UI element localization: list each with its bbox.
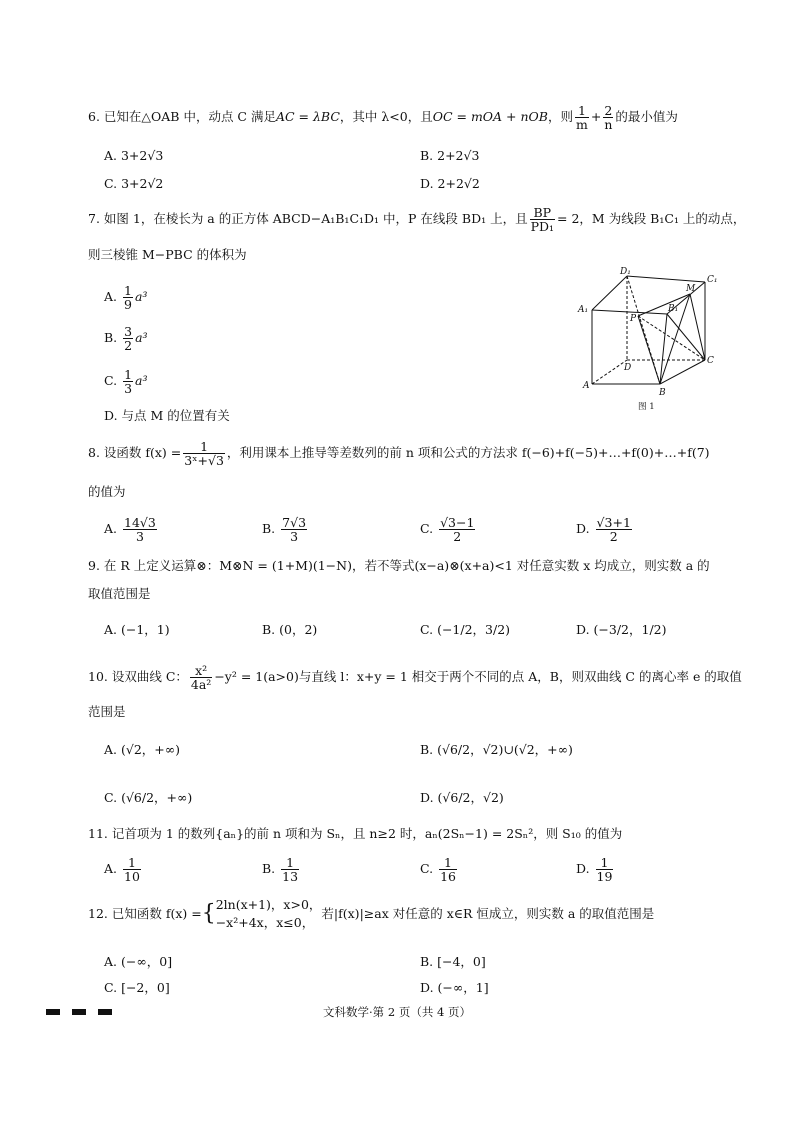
q10-option-c: C. (√6/2，+∞) (104, 790, 193, 805)
question-12: 12. 已知函数 f(x) ={ 2ln(x+1)，x>0， −x²+4x，x≤0， 若|f(x)|≥ax 对任意的 x∈R 恒成立，则实数 a 的取值范围是 (88, 897, 655, 930)
label-a: A (583, 381, 590, 391)
q6-option-c: C. 3+2√2 (104, 176, 164, 191)
question-9: 9. 在 R 上定义运算⊗：M⊗N = (1+M)(1−N)，若不等式(x−a)⊗(x+a)<1 对任意实数 x 均成立，则实数 a 的 (88, 558, 710, 573)
label-m: M (686, 284, 696, 294)
q6-option-b: B. 2+2√3 (420, 148, 480, 163)
piecewise-cases: 2ln(x+1)，x>0， −x²+4x，x≤0， (215, 897, 322, 930)
q8-option-d: D. $\frac{√3+1}{2}$ (576, 515, 631, 544)
fraction-f-def: $\frac{1}{\text{3ˣ+√3}}$ (184, 439, 224, 468)
q6-option-a: A. 3+2√3 (104, 148, 164, 163)
question-6: 6. 已知在△OAB 中，动点 C 满足AC = λBC，其中 λ<0，且OC = mOA + nOB，则 $\frac{1}{m}$ + $\frac{2}{n}$ 的最小值为 (88, 103, 678, 132)
segment-pb (638, 316, 660, 384)
fraction-1-over-m: $\frac{1}{m}$ (576, 103, 588, 132)
edge-d1-c1 (627, 276, 705, 282)
q9-option-a: A. (−1，1) (104, 622, 170, 637)
question-10-line-2: 范围是 (88, 704, 126, 719)
segment-pc (638, 316, 705, 360)
q7-option-a: A. $\frac{1}{9}$ a³ (104, 283, 148, 312)
label-a1: A₁ (578, 305, 589, 315)
q12-option-a: A. (−∞，0] (104, 954, 173, 969)
question-10: 10. 设双曲线 C： $\frac{\text{x²}}{\text{4a²}}$ −y² = 1(a>0)与直线 l：x+y = 1 相交于两个不同的点 A，B，则双曲线 C 的离心率 e 的取值 (88, 663, 742, 692)
q9-option-b: B. (0，2) (262, 622, 318, 637)
segment-mc (690, 294, 705, 360)
fraction-2-over-n: $\frac{2}{n}$ (604, 103, 613, 132)
q7-option-c: C. $\frac{1}{3}$ a³ (104, 367, 148, 396)
label-b1: B₁ (668, 304, 679, 314)
question-9-line-2: 取值范围是 (88, 586, 151, 601)
q10-option-b: B. (√6/2，√2)∪(√2，+∞) (420, 742, 573, 757)
q11-option-b: B. $\frac{1}{13}$ (262, 855, 299, 884)
q11-option-d: D. $\frac{1}{19}$ (576, 855, 613, 884)
cube-figure (572, 266, 722, 416)
q9-option-d: D. (−3/2，1/2) (576, 622, 667, 637)
label-d1: D₁ (620, 267, 631, 277)
q8-option-a: A. $\frac{14√3}{3}$ (104, 515, 156, 544)
question-8: 8. 设函数 f(x) = $\frac{1}{\text{3ˣ+√3}}$ ，利用课本上推导等差数列的前 n 项和公式的方法求 f(−6)+f(−5)+…+f(0)+…+f(7) (88, 439, 710, 468)
q7-option-d: D. 与点 M 的位置有关 (104, 408, 230, 423)
question-8-line-2: 的值为 (88, 484, 126, 499)
q11-option-c: C. $\frac{1}{16}$ (420, 855, 456, 884)
q6-option-d: D. 2+2√2 (420, 176, 480, 191)
q7-option-b: B. $\frac{3}{2}$ a³ (104, 324, 148, 353)
piecewise-brace: { (201, 901, 216, 926)
q8-option-c: C. $\frac{√3-1}{2}$ (420, 515, 475, 544)
page-footer: 文科数学·第 2 页（共 4 页） (323, 1005, 471, 1019)
label-p: P (630, 314, 637, 324)
question-7: 7. 如图 1，在棱长为 a 的正方体 ABCD−A₁B₁C₁D₁ 中，P 在线段 BD₁ 上，且 $\frac{BP}{\text{PD₁}}$ = 2，M 为线段 B₁C₁ 上的动点， (88, 205, 746, 234)
label-d: D (624, 363, 632, 373)
edge-d1-a1 (592, 276, 627, 310)
question-11: 11. 记首项为 1 的数列{aₙ}的前 n 项和为 Sₙ，且 n≥2 时，aₙ(2Sₙ−1) = 2Sₙ²，则 S₁₀ 的值为 (88, 826, 623, 841)
edge-a-d (592, 360, 627, 384)
q12-option-b: B. [−4，0] (420, 954, 486, 969)
q10-option-a: A. (√2，+∞) (104, 742, 181, 757)
vector-condition-1: AC = λBC (275, 109, 340, 124)
segment-mp (638, 294, 690, 316)
vector-condition-2: OC = mOA + nOB (432, 109, 548, 124)
figure-caption: 图 1 (638, 402, 655, 412)
q10-option-d: D. (√6/2，√2) (420, 790, 504, 805)
fraction-x2-4a2: $\frac{\text{x²}}{\text{4a²}}$ (190, 663, 212, 692)
label-b: B (659, 388, 666, 398)
q8-option-b: B. $\frac{7√3}{3}$ (262, 515, 307, 544)
label-c: C (707, 356, 714, 366)
q12-option-d: D. (−∞，1] (420, 980, 489, 995)
question-7-line-2: 则三棱锥 M−PBC 的体积为 (88, 247, 247, 262)
fraction-bp-pd1: $\frac{BP}{\text{PD₁}}$ (530, 205, 555, 234)
q11-option-a: A. $\frac{1}{10}$ (104, 855, 140, 884)
label-c1: C₁ (707, 275, 718, 285)
q9-option-c: C. (−1/2，3/2) (420, 622, 511, 637)
q12-option-c: C. [−2，0] (104, 980, 170, 995)
